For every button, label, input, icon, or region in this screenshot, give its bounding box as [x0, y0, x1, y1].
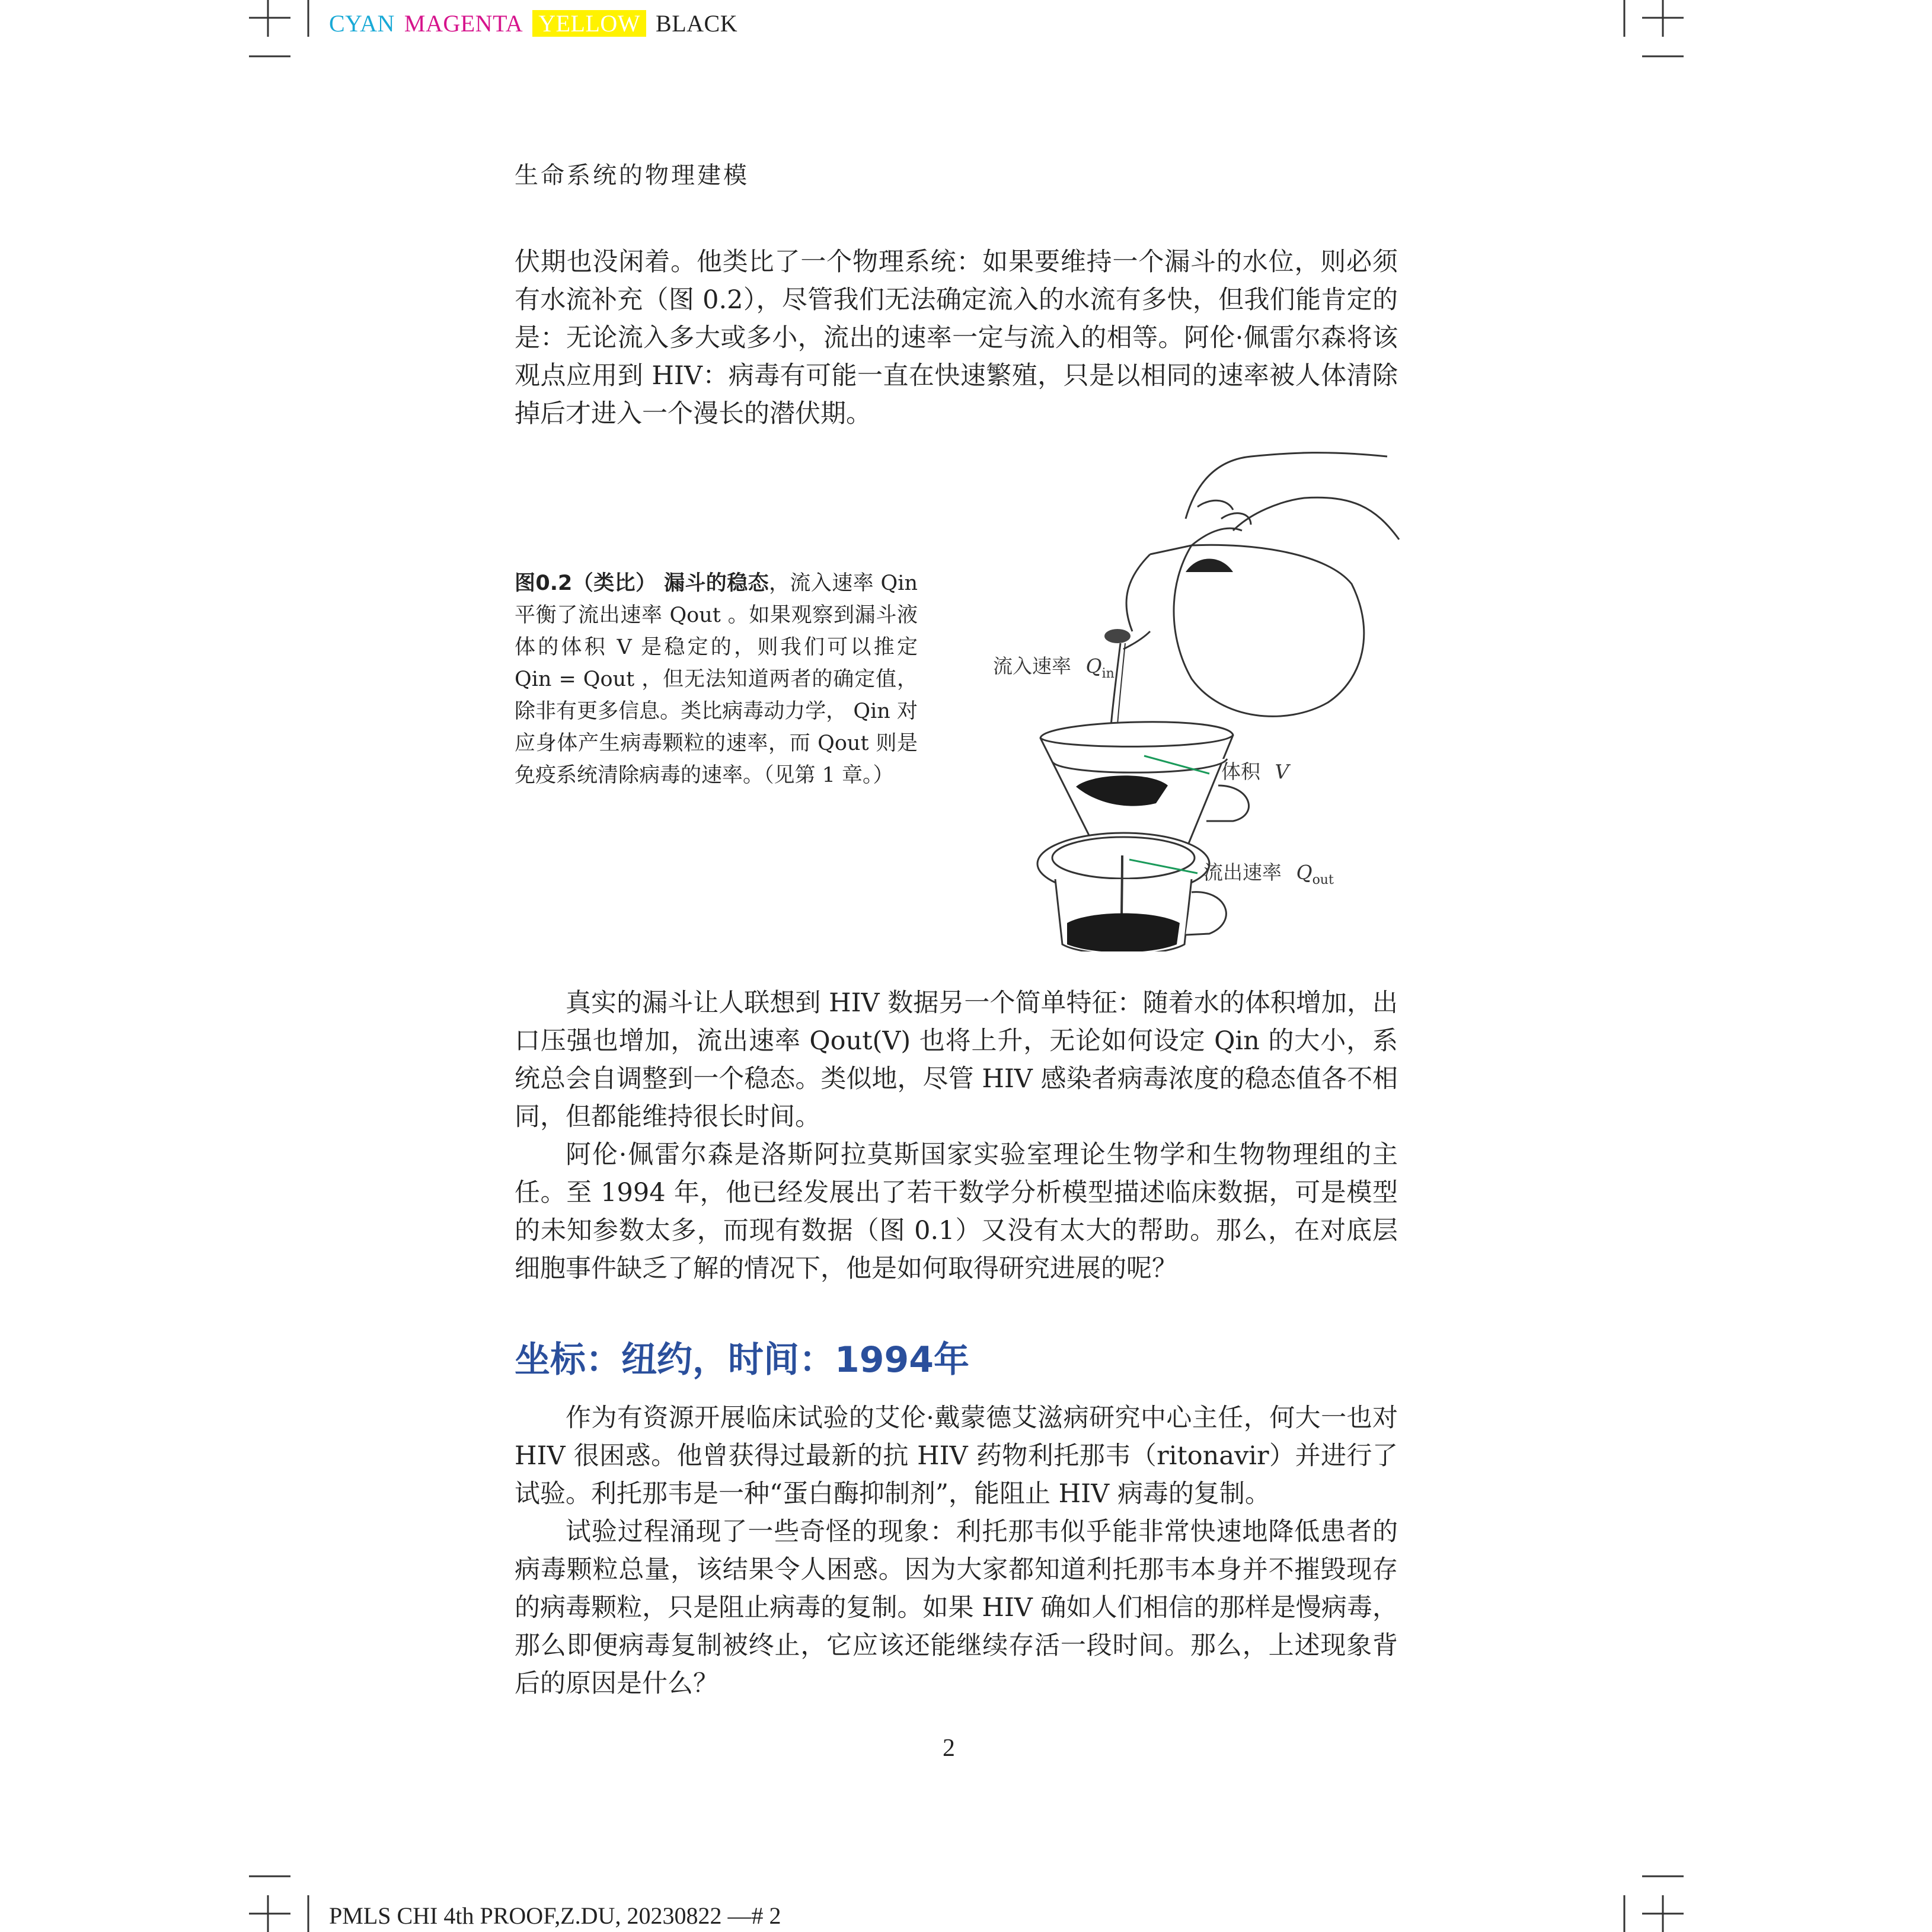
inflow-label: 流入速率 $Q_{in}$	[993, 654, 1115, 681]
outflow-label: 流出速率 $Q_{out}$	[1203, 861, 1334, 887]
figure-caption-label: 图0.2（类比） 漏斗的稳态	[515, 571, 769, 595]
funnel-handle	[1206, 785, 1248, 821]
proof-cyan: CYAN	[329, 10, 395, 37]
mug-handle	[1186, 892, 1226, 935]
figure-caption-text: ，流入速率 Qin 平衡了流出速率 Qout 。如果观察到漏斗液体的体积 V 是稳定的，则我们可以推定 Qin = Qout ，但无法知道两者的确定值，除非有更多信息。类比病毒动力学， Qin 对应身体产生病毒颗粒的速率，而 Qout 则是免疫系统清除病毒的速率。（见第 1 章。）	[515, 571, 918, 787]
page-number: 2	[943, 1735, 955, 1762]
paragraph-5: 试验过程涌现了一些奇怪的现象：利托那韦似乎能非常快速地降低患者的病毒颗粒总量，该结果令人困惑。因为大家都知道利托那韦本身并不摧毁现存的病毒颗粒，只是阻止病毒的复制。如果 HIV 确如人们相信的那样是慢病毒，那么即便病毒复制被终止，它应该还能继续存活一段时间。那么，上述现象背后的原因是什么？	[515, 1517, 1398, 1698]
paragraph-2: 真实的漏斗让人联想到 HIV 数据另一个简单特征：随着水的体积增加，出口压强也增加，流出速率 Qout(V) 也将上升，无论如何设定 Qin 的大小，系统总会自调整到一个稳态。类似地，尽管 HIV 感染者病毒浓度的稳态值各不相同，但都能维持很长时间。	[515, 988, 1398, 1132]
hand-outline	[1186, 453, 1387, 519]
body-text-1	[515, 984, 1398, 1288]
funnel-illustration	[972, 442, 1423, 951]
proof-black: BLACK	[656, 10, 738, 37]
proof-yellow: YELLOW	[532, 10, 646, 37]
proof-color-bar	[329, 9, 747, 37]
body-text-2	[515, 1399, 1398, 1703]
section-title: 坐标：纽约，时间：1994年	[515, 1339, 969, 1381]
proof-footer: PMLS CHI 4th PROOF,Z.DU, 20230822 —# 2	[329, 1902, 781, 1929]
volume-label: 体积 V	[1221, 760, 1289, 783]
paragraph-3: 阿伦·佩雷尔森是洛斯阿拉莫斯国家实验室理论生物学和生物物理组的主任。至 1994 年，他已经发展出了若干数学分析模型描述临床数据，可是模型的未知参数太多，而现有数据（图 0.1）又没有太大的帮助。那么，在对底层细胞事件缺乏了解的情况下，他是如何取得研究进展的呢？	[515, 1140, 1398, 1283]
intro-paragraph	[515, 243, 1398, 433]
proof-magenta: MAGENTA	[404, 10, 523, 37]
mug-liquid	[1067, 914, 1180, 952]
paragraph-4: 作为有资源开展临床试验的艾伦·戴蒙德艾滋病研究中心主任，何大一也对 HIV 很困惑。他曾获得过最新的抗 HIV 药物利托那韦（ritonavir）并进行了试验。利托那韦是一种“蛋白酶抑制剂”，能阻止 HIV 病毒的复制。	[515, 1403, 1398, 1509]
figure-caption	[515, 567, 918, 791]
intro-paragraph-text: 伏期也没闲着。他类比了一个物理系统：如果要维持一个漏斗的水位，则必须有水流补充（图 0.2），尽管我们无法确定流入的水流有多快，但我们能肯定的是：无论流入多大或多小，流出的速率一定与流入的相等。阿伦·佩雷尔森将该观点应用到 HIV：病毒有可能一直在快速繁殖，只是以相同的速率被人体清除掉后才进入一个漫长的潜伏期。	[515, 247, 1398, 429]
running-head: 生命系统的物理建模	[515, 162, 749, 189]
